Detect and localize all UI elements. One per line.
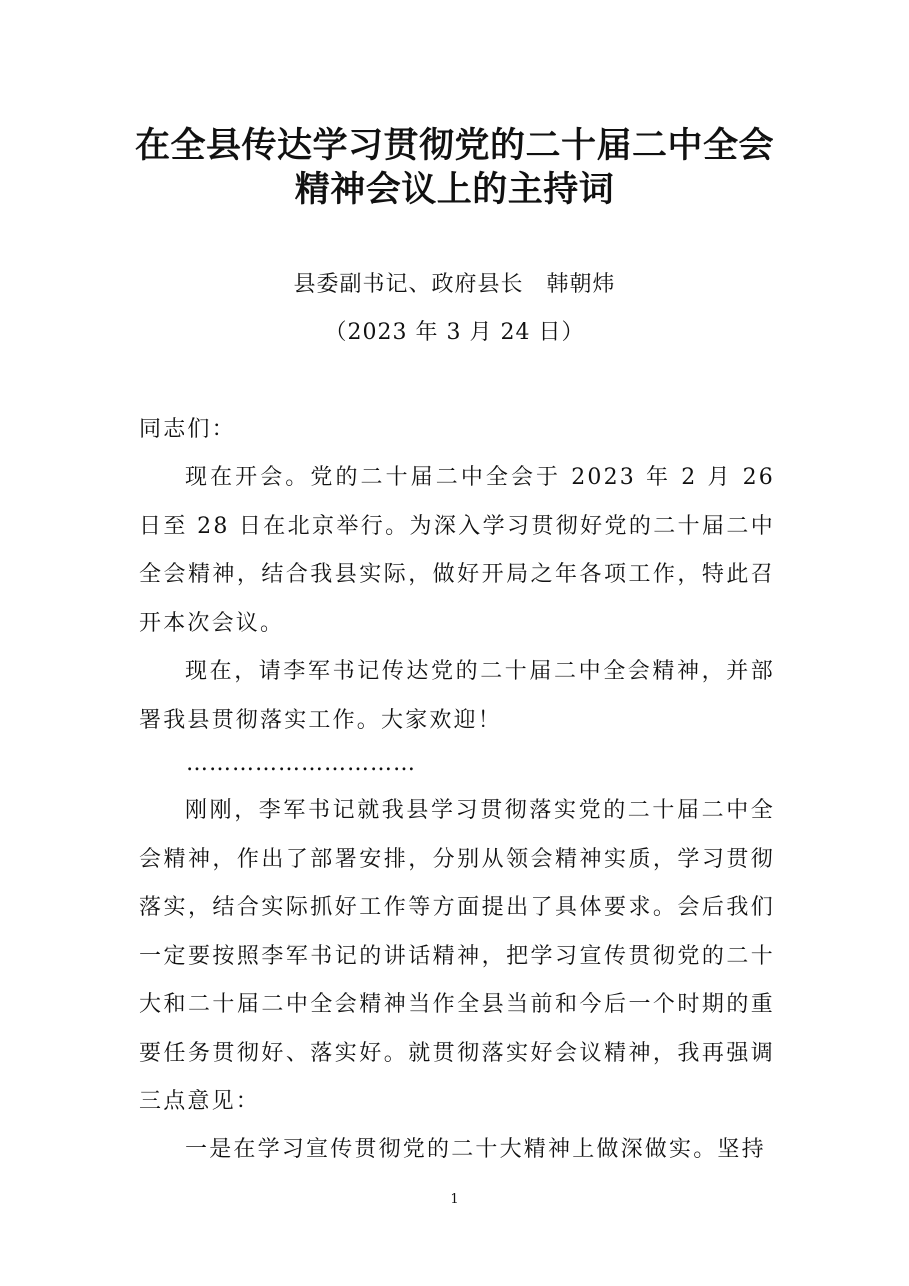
- paragraph-1: 现在开会。党的二十届二中全会于 2023 年 2 月 26 日至 28 日在北京举行。为深入学习贯彻好党的二十届二中全会精神，结合我县实际，做好开局之年各项工作，特此召开本次会议。: [139, 465, 775, 636]
- paragraph-4: 一是在学习宣传贯彻党的二十大精神上做深做实。坚持: [185, 1137, 766, 1162]
- title-line-1: 在全县传达学习贯彻党的二十届二中全会: [134, 126, 774, 166]
- paragraph-2: 现在，请李军书记传达党的二十届二中全会精神，并部署我县贯彻落实工作。大家欢迎！: [139, 659, 775, 733]
- page-number: 1: [450, 1192, 459, 1207]
- title-line-2: 精神会议上的主持词: [294, 170, 615, 210]
- ellipsis-separator: …………………………: [186, 751, 416, 776]
- paragraph-3: 刚刚，李军书记就我县学习贯彻落实党的二十届二中全会精神，作出了部署安排，分别从领会精神实质，学习贯彻落实，结合实际抓好工作等方面提出了具体要求。会后我们一定要按照李军书记的讲话精神，把学习宣传贯彻党的二十大和二十届二中全会精神当作全县当前和今后一个时期的重要任务贯彻好、落实好。就贯彻落实好会议精神，我再强调三点意见：: [139, 798, 775, 1114]
- author-line: 县委副书记、政府县长 韩朝炜: [293, 272, 616, 297]
- salutation: 同志们：: [139, 417, 236, 442]
- date-line: （2023 年 3 月 24 日）: [324, 320, 585, 345]
